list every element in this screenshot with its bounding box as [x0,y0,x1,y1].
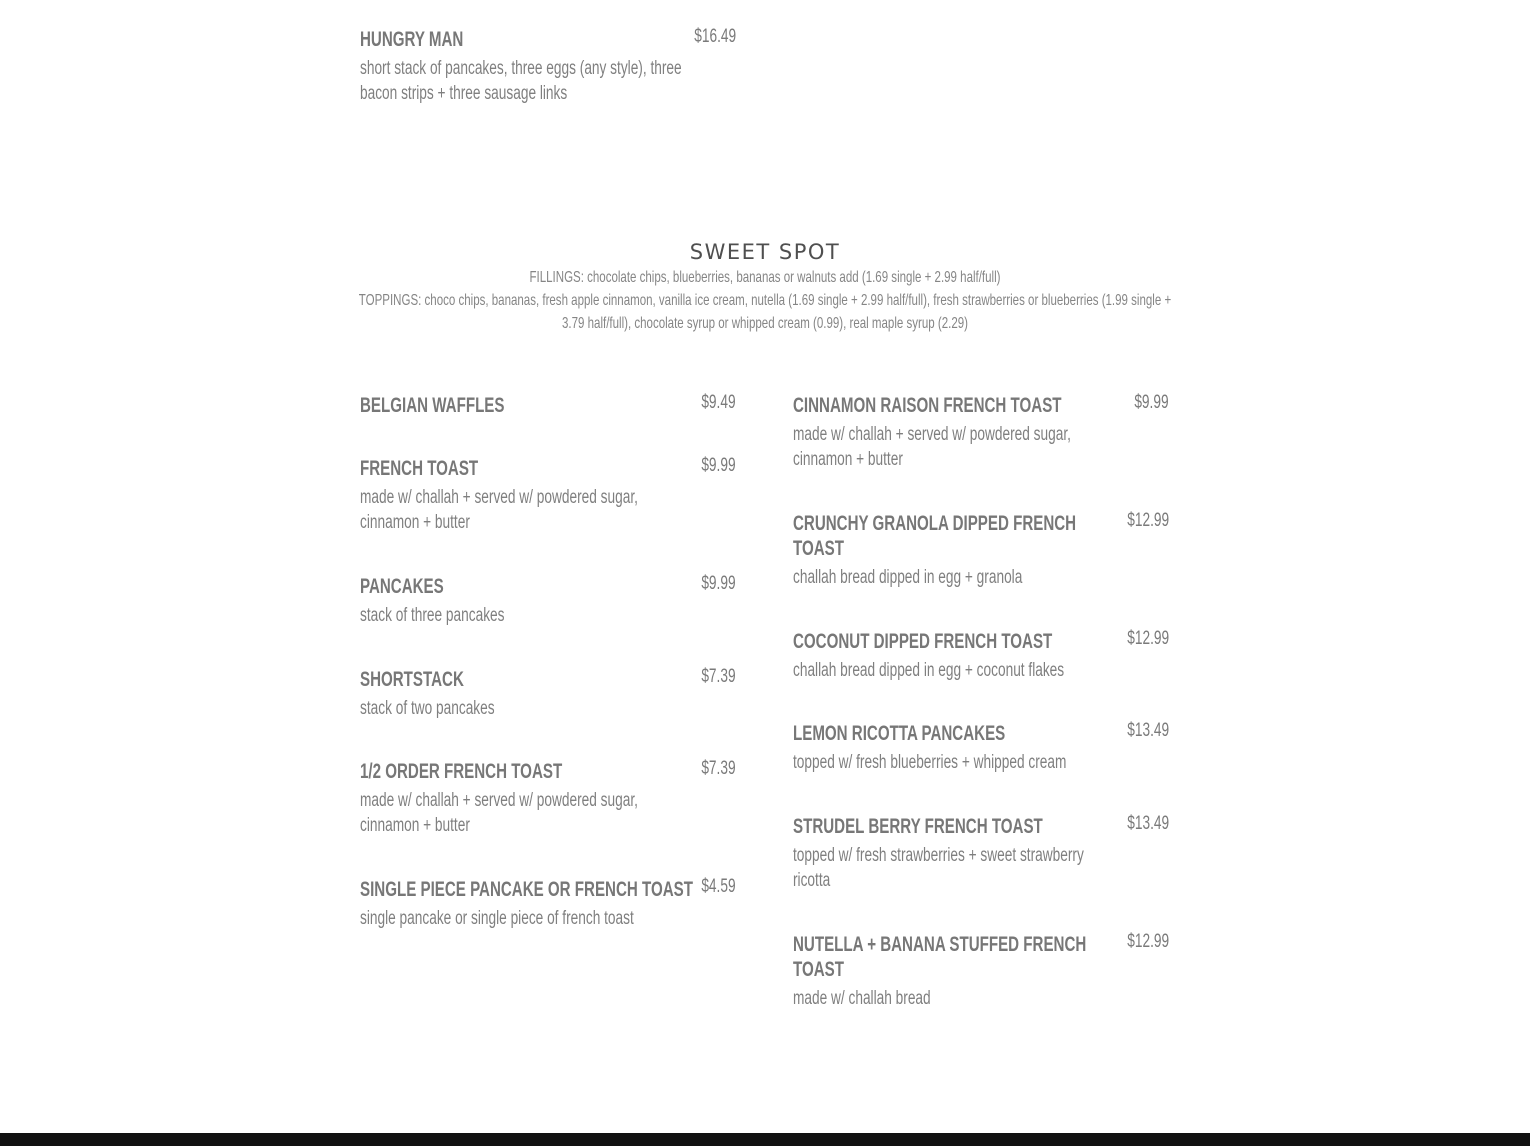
item-price: $13.49 [1127,720,1169,741]
item-name: NUTELLA + BANANA STUFFED FRENCH [793,933,1087,956]
item-name: SHORTSTACK [360,668,464,691]
footer-bar [0,1133,1530,1146]
item-price: $9.99 [1134,392,1169,413]
item-name: LEMON RICOTTA PANCAKES [793,722,1006,745]
item-description: topped w/ fresh blueberries + whipped cream [793,752,1067,773]
item-description: made w/ challah bread [793,988,931,1009]
item-name: BELGIAN WAFFLES [360,394,505,417]
item-description: made w/ challah + served w/ powdered sugar, cinnamon + butter [360,790,638,836]
item-name: CRUNCHY GRANOLA DIPPED FRENCH [793,512,1077,535]
item-price: $16.49 [694,26,736,47]
item-price: $7.39 [701,666,736,687]
item-price: $12.99 [1127,931,1169,952]
item-price: $9.49 [701,392,736,413]
item-description: challah bread dipped in egg + coconut flakes [793,660,1065,681]
item-name: HUNGRY MAN [360,28,464,51]
item-name: CINNAMON RAISON FRENCH TOAST [793,394,1062,417]
section-toppings-note: TOPPINGS: choco chips, bananas, fresh apple cinnamon, vanilla ice cream, nutella (1.69 single + 2.99 half/full), fresh strawberries or blueberries (1.99 single + 3.79 half/full), chocolate syrup or whipped cream (0.99), real maple syrup (2.29) [358,292,1172,332]
item-price: $7.39 [701,758,736,779]
item-description: challah bread dipped in egg + granola [793,567,1023,588]
item-description: topped w/ fresh strawberries + sweet strawberry ricotta [793,845,1084,891]
item-description: short stack of pancakes, three eggs (any style), three bacon strips + three sausage links [360,58,682,104]
item-price: $12.99 [1127,628,1169,649]
item-description: stack of three pancakes [360,605,505,626]
item-price: $9.99 [701,573,736,594]
item-name: FRENCH TOAST [360,457,479,480]
item-description: made w/ challah + served w/ powdered sugar, cinnamon + butter [360,487,638,533]
item-name: STRUDEL BERRY FRENCH TOAST [793,815,1043,838]
item-name-line-2: TOAST [793,537,844,560]
item-name: 1/2 ORDER FRENCH TOAST [360,760,563,783]
item-price: $4.59 [701,876,736,897]
item-price: $9.99 [701,455,736,476]
item-description: stack of two pancakes [360,698,495,719]
item-description: made w/ challah + served w/ powdered sugar, cinnamon + butter [793,424,1071,470]
section-fillings-note: FILLINGS: chocolate chips, blueberries, bananas or walnuts add (1.69 single + 2.99 half/full) [529,269,1001,286]
item-name-line-2: TOAST [793,958,844,981]
item-price: $13.49 [1127,813,1169,834]
section-title: SWEET SPOT [689,240,841,264]
item-name: SINGLE PIECE PANCAKE OR FRENCH TOAST [360,878,693,901]
item-price: $12.99 [1127,510,1169,531]
item-name: PANCAKES [360,575,444,598]
item-description: single pancake or single piece of french toast [360,908,634,929]
item-name: COCONUT DIPPED FRENCH TOAST [793,630,1053,653]
